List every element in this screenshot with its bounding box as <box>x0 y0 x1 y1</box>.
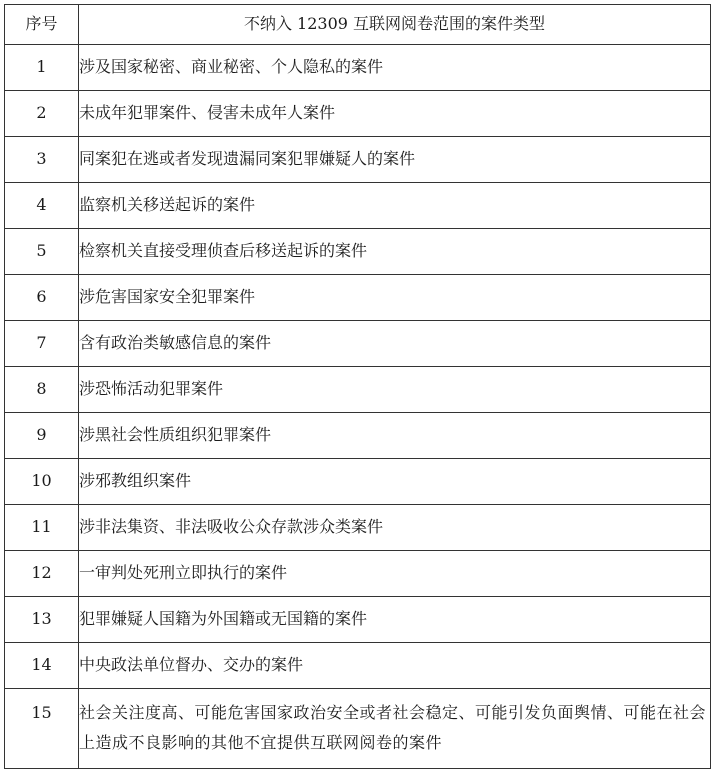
table-row <box>5 183 711 229</box>
case-type-text: 未成年犯罪案件、侵害未成年人案件 <box>79 91 711 137</box>
case-type-text: 涉及国家秘密、商业秘密、个人隐私的案件 <box>79 45 711 91</box>
table-row <box>5 551 711 597</box>
row-number: 8 <box>5 367 79 413</box>
case-type-text: 监察机关移送起诉的案件 <box>79 183 711 229</box>
row-number: 1 <box>5 45 79 91</box>
case-type-text: 社会关注度高、可能危害国家政治安全或者社会稳定、可能引发负面舆情、可能在社会上造成不良影响的其他不宜提供互联网阅卷的案件 <box>79 689 711 769</box>
table-row <box>5 505 711 551</box>
header-case-type: 不纳入 12309 互联网阅卷范围的案件类型 <box>79 5 711 45</box>
table-row <box>5 45 711 91</box>
row-number: 10 <box>5 459 79 505</box>
case-type-text: 检察机关直接受理侦查后移送起诉的案件 <box>79 229 711 275</box>
row-number: 7 <box>5 321 79 367</box>
row-number: 13 <box>5 597 79 643</box>
table-row <box>5 275 711 321</box>
case-type-text: 涉危害国家安全犯罪案件 <box>79 275 711 321</box>
case-type-text: 同案犯在逃或者发现遗漏同案犯罪嫌疑人的案件 <box>79 137 711 183</box>
table-row <box>5 137 711 183</box>
row-number: 3 <box>5 137 79 183</box>
table-row <box>5 643 711 689</box>
table-row <box>5 413 711 459</box>
row-number: 15 <box>5 689 79 769</box>
case-type-text: 涉黑社会性质组织犯罪案件 <box>79 413 711 459</box>
row-number: 5 <box>5 229 79 275</box>
table-row <box>5 91 711 137</box>
case-type-text: 犯罪嫌疑人国籍为外国籍或无国籍的案件 <box>79 597 711 643</box>
table-row <box>5 459 711 505</box>
row-number: 12 <box>5 551 79 597</box>
case-type-text: 涉恐怖活动犯罪案件 <box>79 367 711 413</box>
row-number: 14 <box>5 643 79 689</box>
row-number: 9 <box>5 413 79 459</box>
table-header-row <box>5 5 711 45</box>
excluded-case-types-table <box>4 4 711 769</box>
row-number: 11 <box>5 505 79 551</box>
row-number: 2 <box>5 91 79 137</box>
table-row <box>5 367 711 413</box>
case-type-text: 中央政法单位督办、交办的案件 <box>79 643 711 689</box>
table-row <box>5 597 711 643</box>
table-row <box>5 689 711 769</box>
table-row <box>5 229 711 275</box>
table-row <box>5 321 711 367</box>
case-type-text: 一审判处死刑立即执行的案件 <box>79 551 711 597</box>
row-number: 6 <box>5 275 79 321</box>
header-serial-number: 序号 <box>5 5 79 45</box>
case-type-text: 含有政治类敏感信息的案件 <box>79 321 711 367</box>
case-type-text: 涉非法集资、非法吸收公众存款涉众类案件 <box>79 505 711 551</box>
case-type-text: 涉邪教组织案件 <box>79 459 711 505</box>
row-number: 4 <box>5 183 79 229</box>
